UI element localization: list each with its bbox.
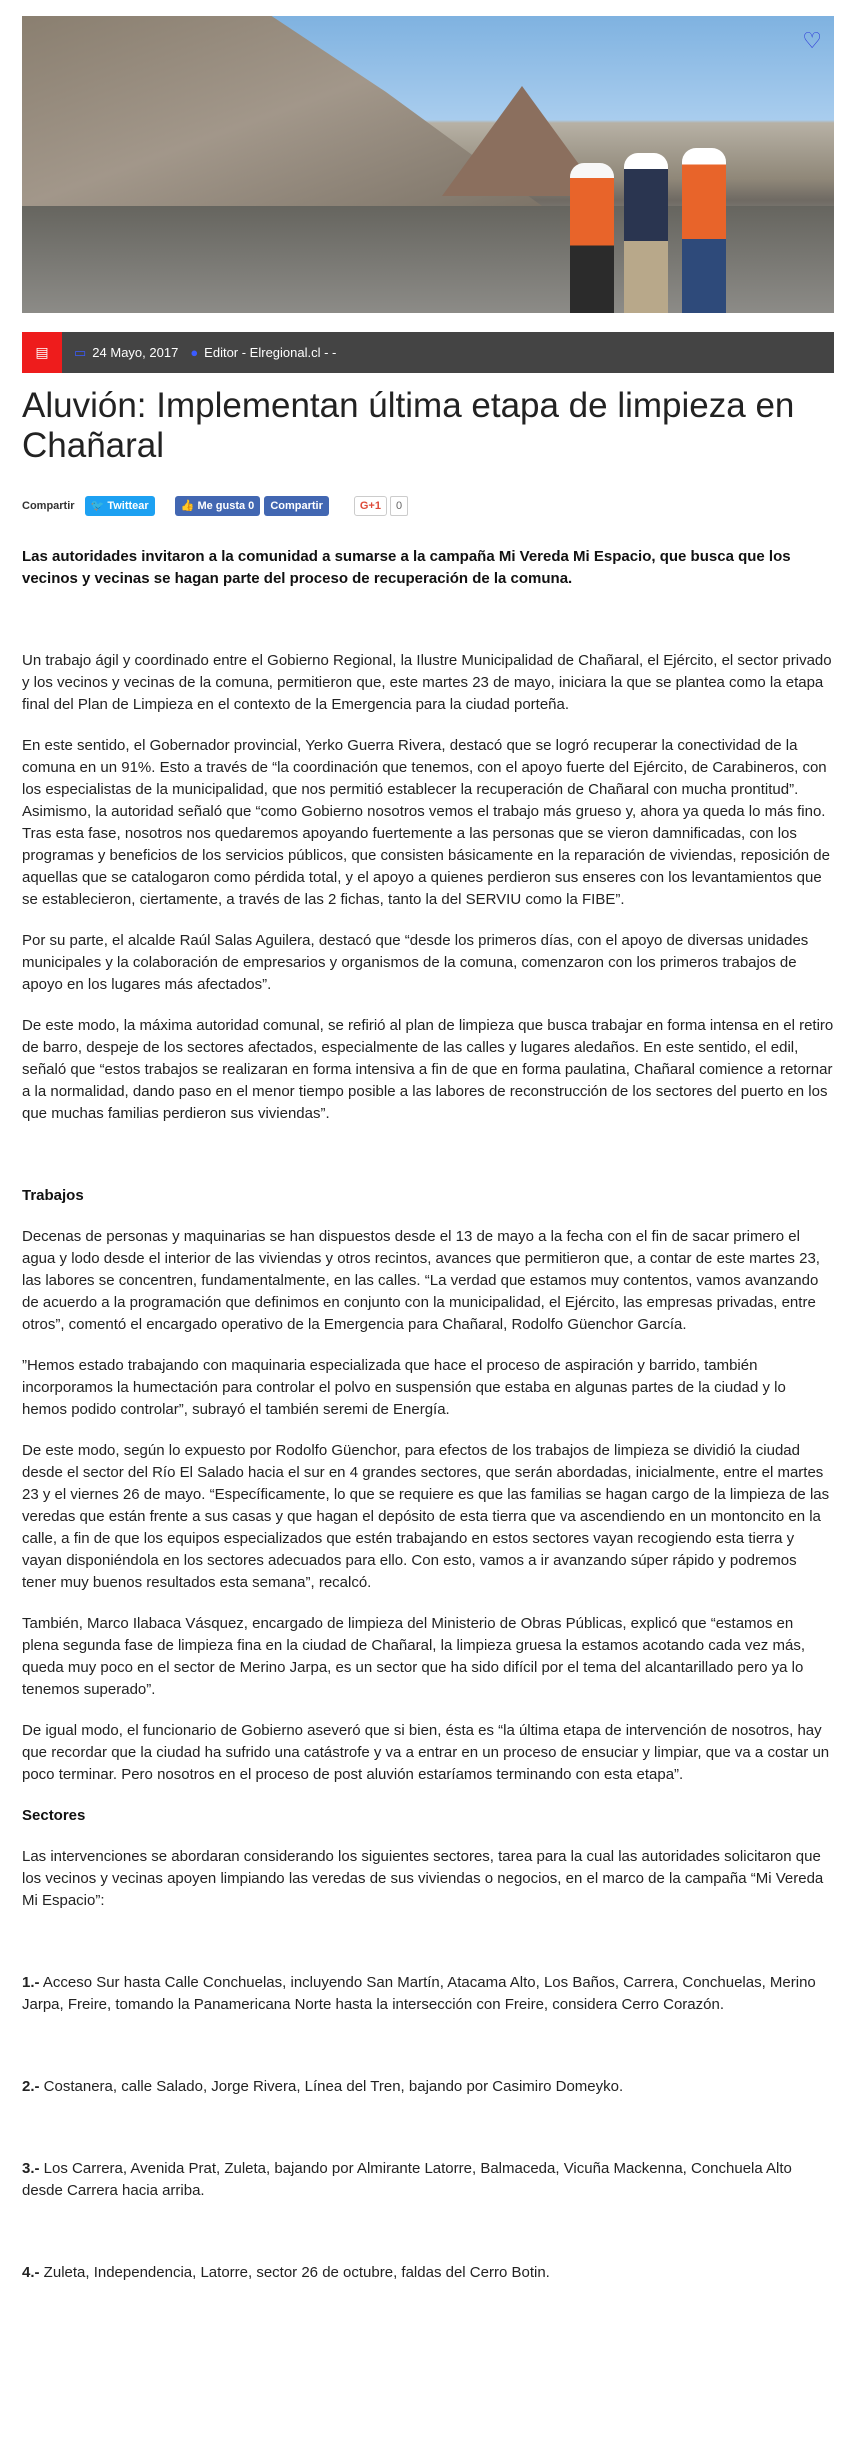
person-figure [624, 153, 668, 313]
google-plus-count: 0 [390, 496, 408, 516]
paragraph: ”Hemos estado trabajando con maquinaria especializada que hace el proceso de aspiración y barrido, también incorporamos la humectación para controlar el polvo en suspensión que estaba en algunas partes de la ciudad y lo hemos podido controlar”, subrayó el también seremi de Energía. [22, 1357, 786, 1418]
calendar-icon: ▭ [74, 344, 87, 360]
paragraph: De igual modo, el funcionario de Gobierno aseveró que si bien, ésta es “la última etapa de intervención de nosotros, hay que recordar que la ciudad ha sufrido una catástrofe y va a entrar en un proceso de ensuciar y limpiar, que va a costar un poco terminar. Pero nosotros en el proceso de post aluvión estaríamos terminando con esta etapa”. [22, 1722, 830, 1783]
paragraph: Decenas de personas y maquinarias se han dispuestos desde el 13 de mayo a la fecha con el fin de sacar primero el agua y lodo desde el interior de las viviendas y otros recintos, avances que permitieron que, a contar de este martes 23, las labores se concentren, fundamentalmente, en las calles. “La verdad que estamos muy contentos, vamos avanzando de acuerdo a la programación que definimos en conjunto con la municipalidad, el Ejército, las empresas privadas, entre otros”, comentó el encargado operativo de la Emergencia para Chañaral, Rodolfo Güenchor García. [22, 1228, 820, 1333]
share-label: Compartir [22, 500, 75, 512]
share-bar [22, 496, 834, 516]
article-body [22, 386, 834, 2303]
sector-item: 4.- Zuleta, Independencia, Latorre, sector 26 de octubre, faldas del Cerro Botin. [22, 2264, 550, 2281]
paragraph: Un trabajo ágil y coordinado entre el Gobierno Regional, la Ilustre Municipalidad de Chañaral, el Ejército, el sector privado y los vecinos y vecinas de la comuna, permitieron que, este martes 23 de mayo, iniciara la que se plantea como la etapa final del Plan de Limpieza en el contexto de la Emergencia para la ciudad porteña. [22, 652, 832, 713]
twitter-share-button[interactable]: 🐦 Twittear [85, 496, 155, 516]
sector-item: 2.- Costanera, calle Salado, Jorge Rivera, Línea del Tren, bajando por Casimiro Domeyko. [22, 2078, 624, 2095]
paragraph: En este sentido, el Gobernador provincial, Yerko Guerra Rivera, destacó que se logró recuperar la conectividad de la comuna en un 91%. Esto a través de “la coordinación que tenemos, con el apoyo fuerte del Ejército, de Carabineros, con los especialistas de la municipalidad, que nos permitió establecer la recuperación de Chañaral con mucha prontitud”. Asimismo, la autoridad señaló que “como Gobierno nosotros vemos el trabajo más grueso y, ahora ya queda lo más fino. Tras esta fase, nosotros nos quedaremos apoyando fuertemente a las personas que se vieron damnificadas, con los programas y beneficios de los servicios públicos, que consisten básicamente en la reparación de viviendas, reposición de aquellas que se catalogaron como pérdida total, y el apoyo a quienes perdieron sus enseres con los levantamientos que se establecieron, ciertamente, a través de las 2 fichas, tanto la del SERVIU como la FIBE”. [22, 737, 830, 908]
article-hero-image [22, 16, 834, 313]
google-plus-button[interactable]: G+1 [354, 496, 387, 516]
paragraph: De este modo, la máxima autoridad comunal, se refirió al plan de limpieza que busca trabajar en forma intensa en el retiro de barro, despeje de los sectores afectados, especialmente de las calles y lugares aledaños. En este sentido, el edil, señaló que “estos trabajos se realizaran en forma intensiva a fin de que en forma paulatina, Chañaral comience a retornar a la normalidad, dando paso en el menor tiempo posible a las labores de reconstrucción de los sectores del puerto en los que muchas familias perdieron sus viviendas”. [22, 1017, 834, 1122]
section-heading-sectores: Sectores [22, 1807, 86, 1824]
paragraph: De este modo, según lo expuesto por Rodolfo Güenchor, para efectos de los trabajos de limpieza se dividió la ciudad desde el sector del Río El Salado hacia el sur en 4 grandes sectores, que serán abordadas, inicialmente, entre el martes 23 y el viernes 26 de mayo. “Específicamente, lo que se requiere es que las familias se hagan cargo de la limpieza de las veredas que están frente a sus casas y que hagan el depósito de esta tierra que va ascendiendo en un montoncito en la calle, a fin de que los equipos especializados que estén trabajando en estos sectores vayan recogiendo esta tierra y vayan disponiéndola en los sectores adecuados para ello. Con esto, vamos a ir avanzando súper rápido y podremos tener muy buenos resultados esta semana”, recalcó. [22, 1442, 830, 1591]
section-heading-trabajos: Trabajos [22, 1187, 84, 1204]
person-figure [682, 148, 726, 313]
article-title: Aluvión: Implementan última etapa de limpieza en Chañaral [22, 386, 795, 465]
person-figure [570, 163, 614, 313]
sector-item: 3.- Los Carrera, Avenida Prat, Zuleta, bajando por Almirante Latorre, Balmaceda, Vicuña Mackenna, Conchuela Alto desde Carrera hacia arriba. [22, 2160, 792, 2199]
heart-icon[interactable]: ♡ [802, 28, 822, 53]
paragraph: También, Marco Ilabaca Vásquez, encargado de limpieza del Ministerio de Obras Públicas, explicó que “estamos en plena segunda fase de limpieza fina en la ciudad de Chañaral, la limpieza gruesa la estamos acotando cada vez más, queda muy poco en el sector de Merino Jarpa, es un sector que ha sido difícil por el tema del alcantarillado pero ya lo tenemos superado”. [22, 1615, 805, 1698]
paragraph: Las intervenciones se abordaran considerando los siguientes sectores, tarea para la cual las autoridades solicitaron que los vecinos y vecinas apoyen limpiando las veredas de sus viviendas o negocios, en el marco de la campaña “Mi Vereda Mi Espacio”: [22, 1848, 824, 1909]
paragraph: Por su parte, el alcalde Raúl Salas Aguilera, destacó que “desde los primeros días, con el apoyo de diversas unidades municipales y la colaboración de empresarios y organismos de la comuna, comenzaron con los primeros trabajos de apoyo en los lugares más afectados”. [22, 932, 809, 993]
sector-item: 1.- Acceso Sur hasta Calle Conchuelas, incluyendo San Martín, Atacama Alto, Los Baños, Carrera, Conchuelas, Merino Jarpa, Freire, tomando la Panamericana Norte hasta la intersección con Freire, considera Cerro Corazón. [22, 1974, 816, 2013]
post-author[interactable]: Editor - Elregional.cl - - [204, 345, 337, 360]
article-lead: Las autoridades invitaron a la comunidad a sumarse a la campaña Mi Vereda Mi Espacio, que busca que los vecinos y vecinas se hagan parte del proceso de recuperación de la comuna. [22, 548, 791, 587]
post-date: 24 Mayo, 2017 [92, 345, 179, 360]
document-icon: ▤ [22, 332, 62, 373]
user-icon: ● [190, 345, 199, 360]
facebook-like-button[interactable]: 👍 Me gusta 0 [175, 496, 261, 516]
facebook-share-button[interactable]: Compartir [264, 496, 329, 516]
post-meta-bar [22, 332, 834, 373]
